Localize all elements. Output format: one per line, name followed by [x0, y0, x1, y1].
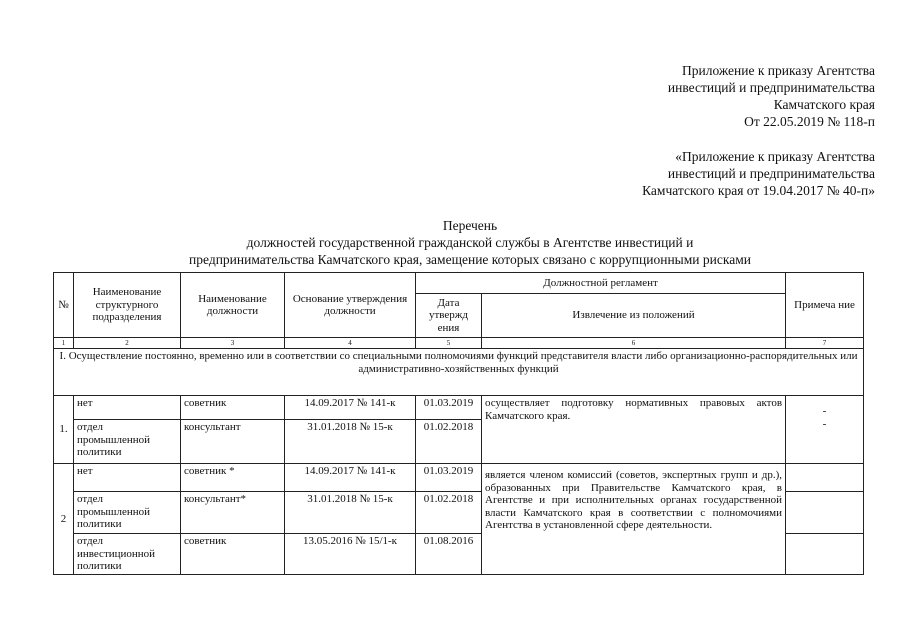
- date-cell: 01.03.2019: [416, 464, 482, 492]
- column-number-row: [54, 338, 864, 349]
- note-cell: [786, 534, 864, 575]
- header-regulation: Должностной регламент: [416, 273, 786, 294]
- header-position: Наименование должности: [181, 273, 285, 338]
- header-num: №: [54, 273, 74, 338]
- original-appendix-line: «Приложение к приказу Агентства: [675, 149, 875, 164]
- extract-cell: осуществляет подготовку нормативных правовых актов Камчатского края.: [482, 396, 786, 464]
- date-cell: 01.03.2019: [416, 396, 482, 420]
- header-note: Примеча ние: [786, 273, 864, 338]
- date-cell: 01.02.2018: [416, 420, 482, 464]
- appendix-header-line: инвестиций и предпринимательства: [667, 80, 875, 95]
- unit-cell: отдел инвестиционной политики: [74, 534, 181, 575]
- positions-table: [53, 272, 864, 575]
- header-basis: Основание утверждения должности: [285, 273, 416, 338]
- appendix-header-line: От 22.05.2019 № 118-п: [744, 114, 875, 129]
- column-number: 3: [181, 338, 285, 349]
- position-cell: советник: [181, 534, 285, 575]
- section-title: I. Осуществление постоянно, временно или в соответствии со специальными полномочиями функций представителя власти либо организационно-распорядительных или административно-хозяйственных функций: [54, 349, 864, 396]
- position-cell: советник: [181, 396, 285, 420]
- date-cell: 01.02.2018: [416, 492, 482, 534]
- header-extract: Извлечение из положений: [482, 294, 786, 338]
- position-cell: консультант: [181, 420, 285, 464]
- basis-cell: 13.05.2016 № 15/1-к: [285, 534, 416, 575]
- column-number: 1: [54, 338, 74, 349]
- column-number: 6: [482, 338, 786, 349]
- note-dash: -: [822, 405, 827, 417]
- title-heading: Перечень: [442, 218, 498, 233]
- document-title: [110, 217, 830, 268]
- table-header-row: [54, 273, 864, 294]
- basis-cell: 14.09.2017 № 141-к: [285, 464, 416, 492]
- basis-cell: 14.09.2017 № 141-к: [285, 396, 416, 420]
- extract-cell: является членом комиссий (советов, экспертных групп и др.), образованных при Правительстве Камчатского края, в Агентстве и при исполнительных органах государственной власти Камчатского края в соответствии с полномочиями Агентства в установленной сфере деятельности.: [482, 464, 786, 575]
- appendix-header-line: Приложение к приказу Агентства: [682, 63, 875, 78]
- section-row: [54, 349, 864, 396]
- position-cell: советник *: [181, 464, 285, 492]
- header-unit: Наименование структурного подразделения: [74, 273, 181, 338]
- basis-cell: 31.01.2018 № 15-к: [285, 420, 416, 464]
- table-row: [54, 396, 864, 420]
- unit-cell: отдел промышленной политики: [74, 420, 181, 464]
- column-number: 5: [416, 338, 482, 349]
- column-number: 7: [786, 338, 864, 349]
- original-appendix-header: [642, 148, 875, 199]
- basis-cell: 31.01.2018 № 15-к: [285, 492, 416, 534]
- note-cell: [786, 492, 864, 534]
- note-cell: [786, 396, 864, 464]
- column-number: 2: [74, 338, 181, 349]
- date-cell: 01.08.2016: [416, 534, 482, 575]
- note-cell: [786, 464, 864, 492]
- row-number: 2: [54, 464, 74, 575]
- original-appendix-line: Камчатского края от 19.04.2017 № 40-п»: [642, 183, 875, 198]
- appendix-header-line: Камчатского края: [773, 97, 875, 112]
- unit-cell: нет: [74, 464, 181, 492]
- appendix-header: [668, 62, 875, 130]
- position-cell: консультант*: [181, 492, 285, 534]
- original-appendix-line: инвестиций и предпринимательства: [667, 166, 875, 181]
- table-row: [54, 464, 864, 492]
- unit-cell: отдел промышленной политики: [74, 492, 181, 534]
- column-number: 4: [285, 338, 416, 349]
- title-line: предпринимательства Камчатского края, замещение которых связано с коррупционными рисками: [189, 252, 751, 267]
- header-date: Дата утвержд ения: [416, 294, 482, 338]
- title-line: должностей государственной гражданской службы в Агентстве инвестиций и: [246, 235, 694, 250]
- row-number: 1.: [54, 396, 74, 464]
- note-dash: -: [822, 417, 827, 430]
- unit-cell: нет: [74, 396, 181, 420]
